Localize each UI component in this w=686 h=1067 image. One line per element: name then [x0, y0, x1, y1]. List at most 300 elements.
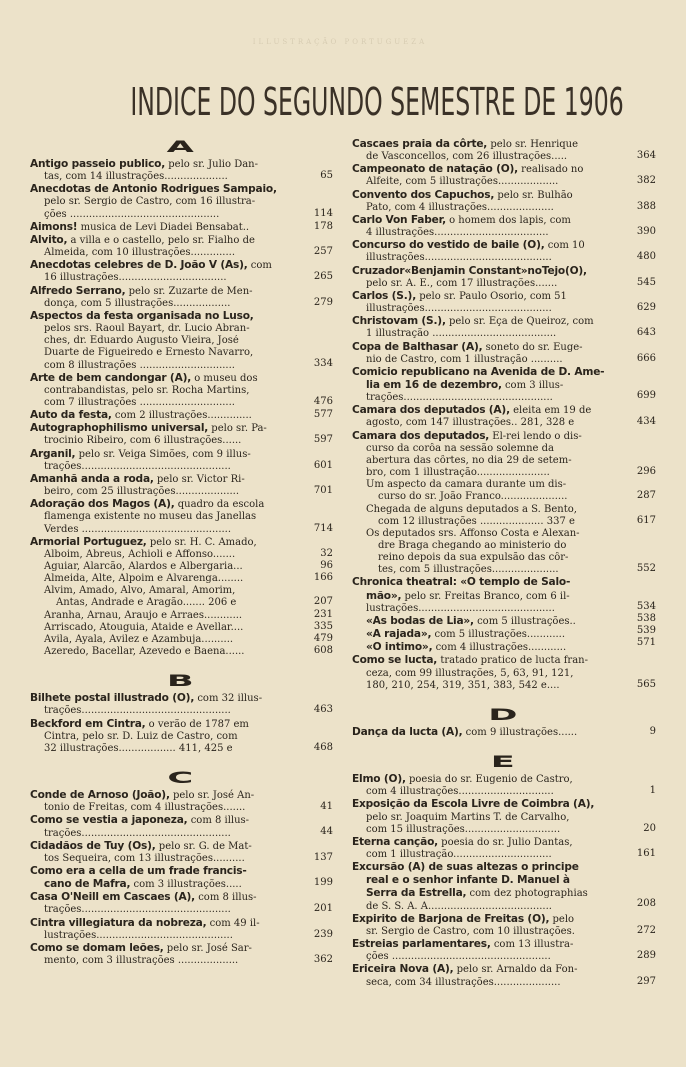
- entry-line: [30, 789, 299, 802]
- entry-text: tratado pratico de lucta fran-: [437, 655, 588, 667]
- entry-line: [352, 913, 622, 926]
- entry-heading: Bilhete postal illustrado (O),: [30, 692, 195, 705]
- entry-heading: cano de Mafra,: [44, 878, 131, 891]
- entry-text: com 4 illustrações............: [432, 642, 567, 654]
- entry-text: donça, com 5 illustrações..................: [44, 297, 231, 309]
- index-entry: [30, 422, 335, 447]
- entry-text: pelo sr. A. E., com 17 illustrações.......: [366, 277, 558, 289]
- entry-text: com 8 illus-: [187, 815, 250, 827]
- entry-line: [352, 528, 622, 540]
- entry-line: [30, 461, 299, 473]
- entry-text: 1 illustração .......................................: [366, 328, 557, 340]
- page-number: 434: [636, 416, 656, 428]
- entry-heading: Conde de Arnoso (João),: [30, 789, 170, 802]
- entry-line: [352, 404, 622, 417]
- entry-text: quadro da escola: [174, 499, 265, 511]
- entry-line: [352, 798, 622, 811]
- entry-text: com dez photographias: [466, 888, 588, 900]
- entry-line: [30, 622, 299, 634]
- entry-heading: Autographophilismo universal,: [30, 422, 209, 435]
- entry-text: Cintra, pelo sr. D. Luiz de Castro, com: [44, 730, 238, 742]
- entry-text: com 8 illustrações ..............................: [44, 359, 235, 371]
- page-number: 534: [636, 600, 656, 612]
- entry-line: [30, 646, 299, 658]
- page-number: 364: [636, 150, 656, 162]
- entry-text: Um aspecto da camara durante um dis-: [366, 479, 567, 491]
- entry-text: pelo sr. Veiga Simões, com 9 illus-: [75, 448, 251, 460]
- entry-heading: Convento dos Capuchos,: [352, 188, 495, 201]
- section-letter: E: [490, 752, 520, 772]
- entry-line: [30, 473, 299, 486]
- entry-line: [30, 234, 299, 247]
- entry-heading: Antigo passeio publico,: [30, 158, 166, 170]
- entry-text: ções ...............................................: [44, 208, 220, 220]
- entry-line: [30, 891, 299, 904]
- entry-line: [352, 303, 622, 315]
- page-number: 20: [643, 822, 656, 834]
- entry-text: trações...............................................: [366, 392, 553, 404]
- section-letter: A: [166, 137, 199, 156]
- entry-line: [352, 654, 622, 667]
- entry-heading: «O intimo»,: [366, 641, 433, 654]
- entry-line: [352, 189, 622, 202]
- entry-line: [30, 298, 299, 310]
- page-number: 96: [320, 559, 333, 571]
- page-number: 577: [313, 409, 333, 421]
- page-number: 552: [636, 563, 656, 575]
- entry-heading: Anecdotas celebres de D. João V (As),: [30, 259, 248, 272]
- entry-line: [352, 504, 622, 516]
- index-entry: [352, 576, 658, 654]
- entry-text: com 13 illustra-: [490, 939, 574, 951]
- entry-line: [30, 221, 299, 234]
- entry-text: eleita em 19 de: [509, 405, 592, 417]
- entry-heading: Exposição da Escola Livre de Coimbra (A),: [352, 798, 595, 811]
- entry-line: [352, 926, 622, 938]
- page-number: 137: [313, 851, 333, 863]
- index-entry: [30, 310, 335, 372]
- index-entry: [352, 315, 658, 340]
- entry-text: Pato, com 4 illustrações.....................: [366, 201, 554, 213]
- page-number: 287: [636, 490, 656, 502]
- section-letter: C: [167, 768, 198, 788]
- entry-line: [352, 392, 622, 404]
- entry-line: [30, 385, 299, 397]
- entry-line: [352, 417, 622, 429]
- entry-line: [352, 430, 622, 443]
- page-number: 178: [313, 220, 333, 232]
- entry-heading: Alvito,: [30, 233, 68, 246]
- entry-text: poesia do sr. Julio Dantas,: [438, 836, 573, 848]
- entry-text: Alboim, Abreus, Achioli e Affonso.......: [44, 548, 236, 560]
- page-number: 334: [313, 358, 333, 370]
- entry-text: pelo sr. Sergio de Castro, com 16 illustra-: [44, 196, 256, 208]
- page-number: 565: [636, 678, 656, 690]
- entry-text: Almeida, com 10 illustrações..............: [44, 247, 236, 259]
- page-number: 666: [636, 352, 656, 364]
- entry-line: [30, 573, 299, 585]
- entry-text: tonio de Freitas, com 4 illustrações.......: [44, 802, 246, 814]
- entry-line: [352, 849, 622, 861]
- entry-text: mento, com 3 illustrações ...................: [44, 955, 239, 967]
- entry-line: [352, 455, 622, 467]
- entry-text: Arriscado, Atouguia, Ataide e Avellar....: [44, 621, 244, 633]
- entry-line: [352, 887, 622, 900]
- page-number: 538: [636, 612, 656, 624]
- page-number: 272: [636, 924, 656, 936]
- entry-text: Alfeite, com 5 illustrações...................: [366, 176, 559, 188]
- entry-line: [30, 285, 299, 298]
- entry-line: [30, 917, 299, 930]
- entry-line: [352, 824, 622, 836]
- entry-line: [352, 479, 622, 491]
- entry-text: com 8 illus-: [195, 892, 257, 904]
- index-entry: [30, 448, 335, 473]
- entry-line: [30, 840, 299, 853]
- entry-heading: Como se lucta,: [352, 654, 438, 667]
- page-number: 701: [313, 485, 333, 497]
- index-entry: [352, 366, 658, 404]
- entry-text: com 4 illustrações..............................: [366, 786, 554, 798]
- page-number: 388: [636, 200, 656, 212]
- index-entry: [352, 938, 658, 963]
- entry-text: sr. Sergio de Castro, com 10 illustrações.: [366, 925, 575, 937]
- entry-line: [352, 467, 622, 479]
- entry-line: [30, 272, 299, 284]
- entry-heading: Chronica theatral: «O templo de Salo-: [352, 576, 571, 589]
- page-number: 199: [313, 877, 333, 889]
- entry-text: reino depois da sua expulsão das côr-: [378, 552, 569, 564]
- index-entry: [30, 234, 335, 259]
- entry-line: [352, 938, 622, 951]
- section-letter: B: [166, 671, 199, 691]
- entry-text: pelo sr. G. de Mat-: [155, 840, 252, 852]
- page-number: 643: [636, 327, 656, 339]
- entry-text: El-rei lendo o dis-: [489, 430, 582, 442]
- entry-text: seca, com 34 illustrações.....................: [366, 976, 561, 988]
- entry-line: [30, 561, 299, 573]
- index-entry: [352, 726, 658, 739]
- entry-line: [352, 603, 622, 615]
- entry-heading: Camara dos deputados (A),: [352, 404, 510, 417]
- entry-text: com 10: [544, 240, 585, 252]
- index-entry: [30, 221, 335, 234]
- entry-text: pelo sr. Paulo Osorio, com 51: [416, 290, 567, 302]
- entry-text: lustrações...........................................: [44, 929, 233, 941]
- index-entry: [30, 372, 335, 409]
- entry-line: [30, 323, 299, 335]
- entry-text: bro, com 1 illustração.......................: [366, 467, 550, 479]
- index-entry: [352, 189, 658, 214]
- entry-line: [30, 409, 299, 422]
- entry-line: [352, 668, 622, 680]
- index-entry: [352, 265, 658, 290]
- entry-line: [30, 209, 299, 221]
- entry-heading: mão»,: [366, 589, 402, 602]
- entry-text: pelo sr. Pa-: [208, 423, 267, 435]
- index-entry: [352, 654, 658, 691]
- entry-line: [352, 951, 622, 963]
- entry-heading: Cidadãos de Tuy (Os),: [30, 839, 156, 852]
- page-number: 239: [313, 928, 333, 940]
- entry-line: [30, 585, 299, 597]
- entry-text: de Vasconcellos, com 26 illustrações.....: [366, 151, 568, 163]
- entry-text: dre Braga chegando ao ministerio do: [378, 540, 567, 551]
- entry-text: pelo sr. Henrique: [487, 139, 579, 150]
- page-number: 629: [636, 302, 656, 314]
- entry-text: 180, 210, 254, 319, 351, 383, 542 e....: [366, 679, 560, 691]
- entry-line: [352, 379, 622, 392]
- entry-text: o verão de 1787 em: [145, 718, 249, 730]
- entry-text: pelo sr. José Sar-: [163, 942, 252, 954]
- entry-line: [352, 341, 622, 354]
- entry-line: [352, 138, 622, 151]
- entry-heading: Cascaes praia da côrte,: [352, 138, 488, 150]
- entry-line: [352, 163, 622, 176]
- entry-text: Os deputados srs. Affonso Costa e Alexan-: [366, 527, 580, 539]
- index-entry: [352, 239, 658, 264]
- page-number: 289: [636, 950, 656, 962]
- index-entry: [352, 773, 658, 798]
- index-entry: [30, 536, 335, 659]
- entry-line: [352, 680, 622, 692]
- entry-text: flamenga existente no museu das Janellas: [44, 511, 257, 523]
- page-number: 207: [313, 596, 333, 608]
- entry-text: trações...............................................: [44, 827, 231, 839]
- index-entry: [30, 285, 335, 310]
- page-number: 617: [636, 514, 656, 526]
- page-number: 297: [636, 975, 656, 987]
- entry-heading: Excursão (A) de suas altezas o principe: [352, 861, 579, 874]
- index-entry: [352, 430, 658, 577]
- entry-line: [352, 239, 622, 252]
- entry-text: com 15 illustrações..............................: [366, 823, 561, 835]
- entry-text: Almeida, Alte, Alpoim e Alvarenga........: [44, 573, 244, 585]
- page-number: 279: [313, 296, 333, 308]
- entry-text: Antas, Andrade e Aragão....... 206 e: [56, 597, 237, 609]
- entry-text: tas, com 14 illustrações....................: [44, 171, 228, 183]
- page-number: 166: [313, 572, 333, 584]
- entry-line: [30, 171, 299, 183]
- entry-line: [352, 315, 622, 328]
- entry-line: [352, 540, 622, 552]
- index-entry: [30, 917, 335, 942]
- entry-heading: Arte de bem candongar (A),: [30, 371, 192, 384]
- entry-line: [30, 183, 299, 196]
- entry-text: com 12 illustrações .................... 337 e: [378, 515, 575, 527]
- entry-text: com: [247, 260, 272, 272]
- page-number: 699: [636, 390, 656, 402]
- page-number: 44: [320, 826, 333, 838]
- entry-line: [352, 576, 622, 589]
- entry-line: [352, 176, 622, 188]
- entry-line: [352, 861, 622, 874]
- entry-line: [352, 227, 622, 239]
- entry-heading: Aimons!: [30, 220, 78, 233]
- entry-text: musica de Levi Diadei Bensabat..: [77, 221, 250, 233]
- entry-line: [352, 836, 622, 849]
- entry-text: ceza, com 99 illustrações, 5, 63, 91, 121,: [366, 667, 574, 679]
- index-entry: [30, 789, 335, 814]
- index-entry: [352, 861, 658, 913]
- page-number: 265: [313, 271, 333, 283]
- entry-text: o museu dos: [191, 372, 258, 384]
- page-number: 463: [313, 704, 333, 716]
- entry-text: pelo sr. Freitas Branco, com 6 il-: [401, 590, 570, 602]
- entry-text: pelo: [549, 913, 575, 925]
- entry-heading: Armorial Portuguez,: [30, 535, 147, 548]
- entry-text: illustrações........................................: [366, 252, 552, 264]
- entry-line: [352, 963, 622, 976]
- entry-line: [352, 516, 622, 528]
- entry-line: [30, 955, 299, 967]
- entry-heading: Como se domam leões,: [30, 941, 164, 954]
- left-column: [30, 138, 335, 967]
- page-number: 201: [313, 903, 333, 915]
- page-number: 9: [649, 725, 656, 737]
- entry-line: [30, 259, 299, 272]
- entry-heading: Copa de Balthasar (A),: [352, 340, 483, 353]
- index-entry: [352, 290, 658, 315]
- entry-heading: Amanhã anda a roda,: [30, 472, 154, 485]
- page-number: 1: [649, 785, 656, 797]
- index-entry: [352, 913, 658, 938]
- entry-heading: Ericeira Nova (A),: [352, 963, 454, 976]
- entry-text: pelo sr. Arnaldo da Fon-: [453, 964, 578, 976]
- entry-heading: Como era a cella de um frade francis-: [30, 864, 247, 877]
- entry-heading: Alfredo Serrano,: [30, 284, 126, 297]
- entry-heading: Comicio republicano na Avenida de D. Ame-: [352, 365, 605, 378]
- entry-heading: Elmo (O),: [352, 773, 406, 786]
- index-entry: [352, 798, 658, 835]
- entry-text: ches, dr. Eduardo Augusto Vieira, José: [44, 335, 239, 347]
- page-number: 571: [636, 637, 656, 649]
- page-number: 257: [313, 246, 333, 258]
- index-entry: [30, 409, 335, 422]
- entry-text: Alvim, Amado, Alvo, Amaral, Amorim,: [44, 585, 236, 597]
- page-number: 32: [320, 547, 333, 559]
- entry-line: [30, 930, 299, 942]
- entry-line: [352, 214, 622, 227]
- entry-text: trações...............................................: [44, 904, 231, 916]
- entry-heading: Casa O'Neill em Cascaes (A),: [30, 891, 196, 904]
- entry-line: [30, 524, 299, 536]
- page-number: 479: [313, 632, 333, 644]
- entry-line: [30, 310, 299, 323]
- entry-line: [352, 366, 622, 379]
- page-number: 65: [320, 170, 333, 182]
- entry-line: [30, 511, 299, 523]
- entry-text: com 3 illustrações.....: [130, 879, 242, 891]
- entry-text: Avila, Ayala, Avilez e Azambuja..........: [44, 633, 234, 645]
- entry-line: [352, 590, 622, 603]
- entry-line: [30, 802, 299, 814]
- entry-line: [352, 290, 622, 303]
- index-entry: [352, 138, 658, 163]
- index-entry: [352, 341, 658, 366]
- entry-text: pelo sr. Julio Dan-: [165, 159, 258, 170]
- index-entry: [352, 836, 658, 861]
- entry-text: com 7 illustrações ..............................: [44, 396, 235, 408]
- entry-line: [352, 564, 622, 576]
- entry-text: curso da corôa na sessão solemne da: [366, 442, 554, 454]
- index-entry: [30, 259, 335, 284]
- entry-text: com 2 illustrações..............: [111, 410, 252, 422]
- entry-line: [352, 491, 622, 503]
- entry-line: [352, 786, 622, 798]
- entry-text: pelo sr. José An-: [169, 790, 255, 802]
- entry-text: 32 illustrações.................. 411, 425 e: [44, 742, 233, 754]
- entry-text: abertura das côrtes, no dia 29 de setem-: [366, 454, 572, 466]
- page-number: 390: [636, 226, 656, 238]
- entry-text: de S. S. A. A.......................................: [366, 900, 552, 912]
- page-number: 362: [313, 954, 333, 966]
- page-number: 476: [313, 395, 333, 407]
- entry-text: Aguiar, Alarcão, Alardos e Albergaria...: [44, 561, 243, 572]
- entry-heading: Beckford em Cintra,: [30, 717, 146, 730]
- entry-line: [352, 265, 622, 278]
- index-entry: [30, 183, 335, 220]
- entry-heading: real e o senhor infante D. Manuel à: [366, 874, 570, 887]
- entry-text: pelo sr. Victor Ri-: [153, 473, 245, 485]
- entry-line: [30, 942, 299, 955]
- page-number: 382: [636, 175, 656, 187]
- index-entry: [352, 163, 658, 188]
- entry-text: trocinio Ribeiro, com 6 illustrações......: [44, 435, 242, 447]
- entry-heading: Eterna canção,: [352, 835, 438, 848]
- entry-line: [352, 252, 622, 264]
- entry-line: [30, 422, 299, 435]
- entry-heading: Christovam (S.),: [352, 315, 446, 328]
- entry-line: [30, 634, 299, 646]
- page-number: 597: [313, 434, 333, 446]
- entry-line: [30, 498, 299, 511]
- page-number: 480: [636, 251, 656, 263]
- entry-text: com 1 illustração...............................: [366, 848, 552, 860]
- entry-text: contrabandistas, pelo sr. Rocha Martins,: [44, 384, 250, 396]
- entry-line: [30, 828, 299, 840]
- page-number: 601: [313, 459, 333, 471]
- entry-heading: Carlo Von Faber,: [352, 213, 446, 226]
- index-entry: [30, 891, 335, 916]
- entry-line: [352, 812, 622, 824]
- entry-line: [352, 354, 622, 366]
- entry-line: [352, 443, 622, 455]
- entry-text: trações...............................................: [44, 460, 231, 472]
- entry-text: pelo sr. Zuzarte de Men-: [125, 285, 253, 297]
- index-entry: [30, 814, 335, 839]
- entry-heading: Aspectos da festa organisada no Luso,: [30, 309, 254, 322]
- entry-text: tos Sequeira, com 13 illustrações..........: [44, 852, 245, 864]
- entry-heading: «A rajada»,: [366, 628, 432, 641]
- entry-text: ções ..................................................: [366, 951, 551, 963]
- entry-text: 4 illustrações....................................: [366, 227, 549, 239]
- entry-text: trações...............................................: [44, 705, 231, 717]
- entry-line: [30, 247, 299, 259]
- entry-text: agosto, com 147 illustrações.. 281, 328 e: [366, 417, 575, 429]
- entry-heading: Concurso do vestido de baile (O),: [352, 239, 545, 252]
- entry-line: [30, 536, 299, 549]
- entry-heading: Auto da festa,: [30, 409, 112, 422]
- entry-text: pelo sr. H. C. Amado,: [146, 536, 257, 548]
- entry-line: [30, 692, 299, 705]
- page-number: 161: [636, 847, 656, 859]
- entry-heading: Dança da lucta (A),: [352, 725, 463, 738]
- index-entry: [30, 865, 335, 891]
- page-number: 335: [313, 620, 333, 632]
- faint-running-header: ILLUSTRAÇÃO PORTUGUEZA: [252, 38, 428, 46]
- entry-line: [352, 615, 622, 628]
